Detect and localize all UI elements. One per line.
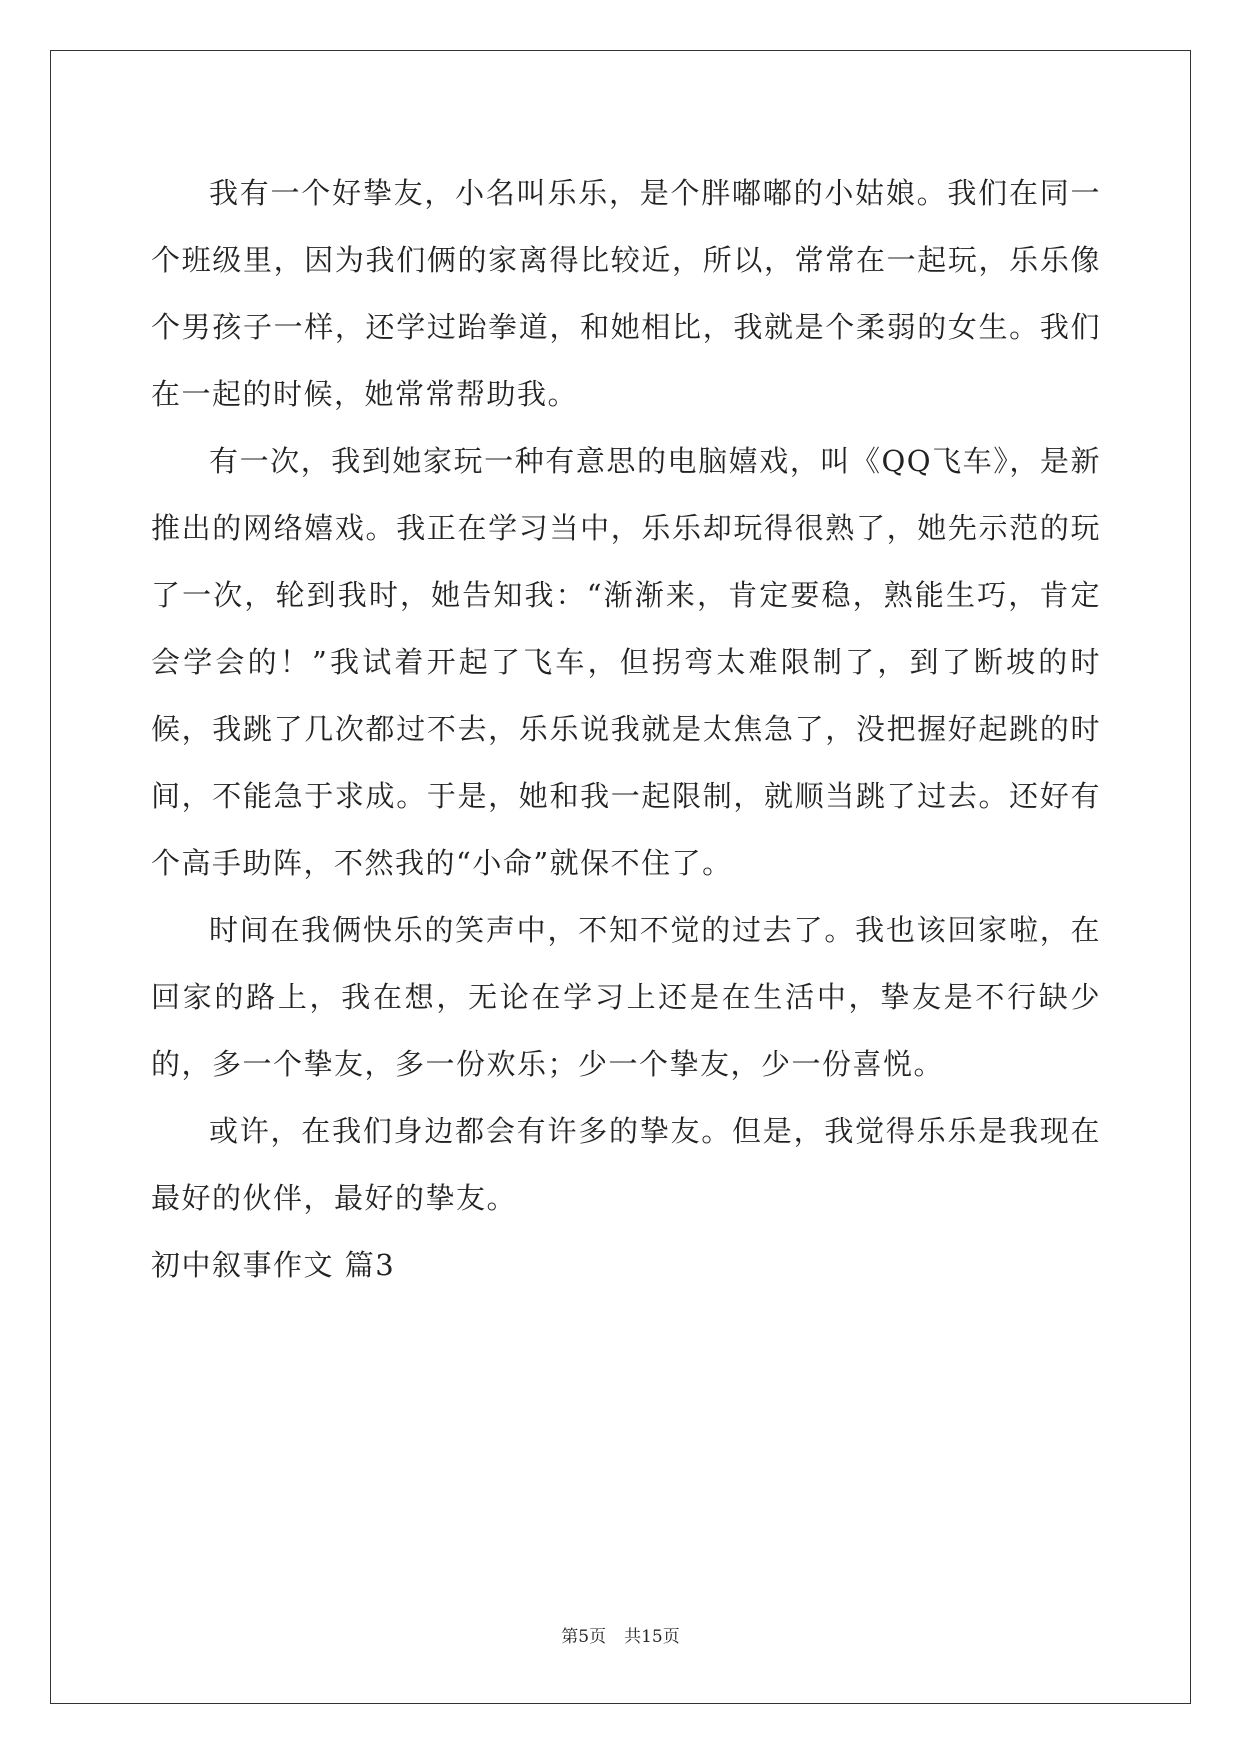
page-total: 共15页 xyxy=(624,1627,680,1647)
paragraph-1: 我有一个好挚友，小名叫乐乐，是个胖嘟嘟的小姑娘。我们在同一个班级里，因为我们俩的家离得比较近，所以，常常在一起玩，乐乐像个男孩子一样，还学过跆拳道，和她相比，我就是个柔弱的女生。我们在一起的时候，她常常帮助我。 xyxy=(151,176,1101,411)
document-body xyxy=(151,160,1101,1299)
page-number: 第5页 xyxy=(561,1627,607,1647)
paragraph-3: 时间在我俩快乐的笑声中，不知不觉的过去了。我也该回家啦，在回家的路上，我在想，无论在学习上还是在生活中，挚友是不行缺少的，多一个挚友，多一份欢乐；少一个挚友，少一份喜悦。 xyxy=(151,913,1101,1081)
section-heading: 初中叙事作文 篇3 xyxy=(151,1248,396,1282)
paragraph-4: 或许，在我们身边都会有许多的挚友。但是，我觉得乐乐是我现在最好的伙伴，最好的挚友。 xyxy=(151,1114,1101,1215)
page-footer xyxy=(0,1622,1241,1647)
paragraph-2: 有一次，我到她家玩一种有意思的电脑嬉戏，叫《QQ飞车》，是新推出的网络嬉戏。我正在学习当中，乐乐却玩得很熟了，她先示范的玩了一次，轮到我时，她告知我：“渐渐来，肯定要稳，熟能生巧，肯定会学会的！”我试着开起了飞车，但拐弯太难限制了，到了断坡的时候，我跳了几次都过不去，乐乐说我就是太焦急了，没把握好起跳的时间，不能急于求成。于是，她和我一起限制，就顺当跳了过去。还好有个高手助阵，不然我的“小命”就保不住了。 xyxy=(151,444,1101,880)
